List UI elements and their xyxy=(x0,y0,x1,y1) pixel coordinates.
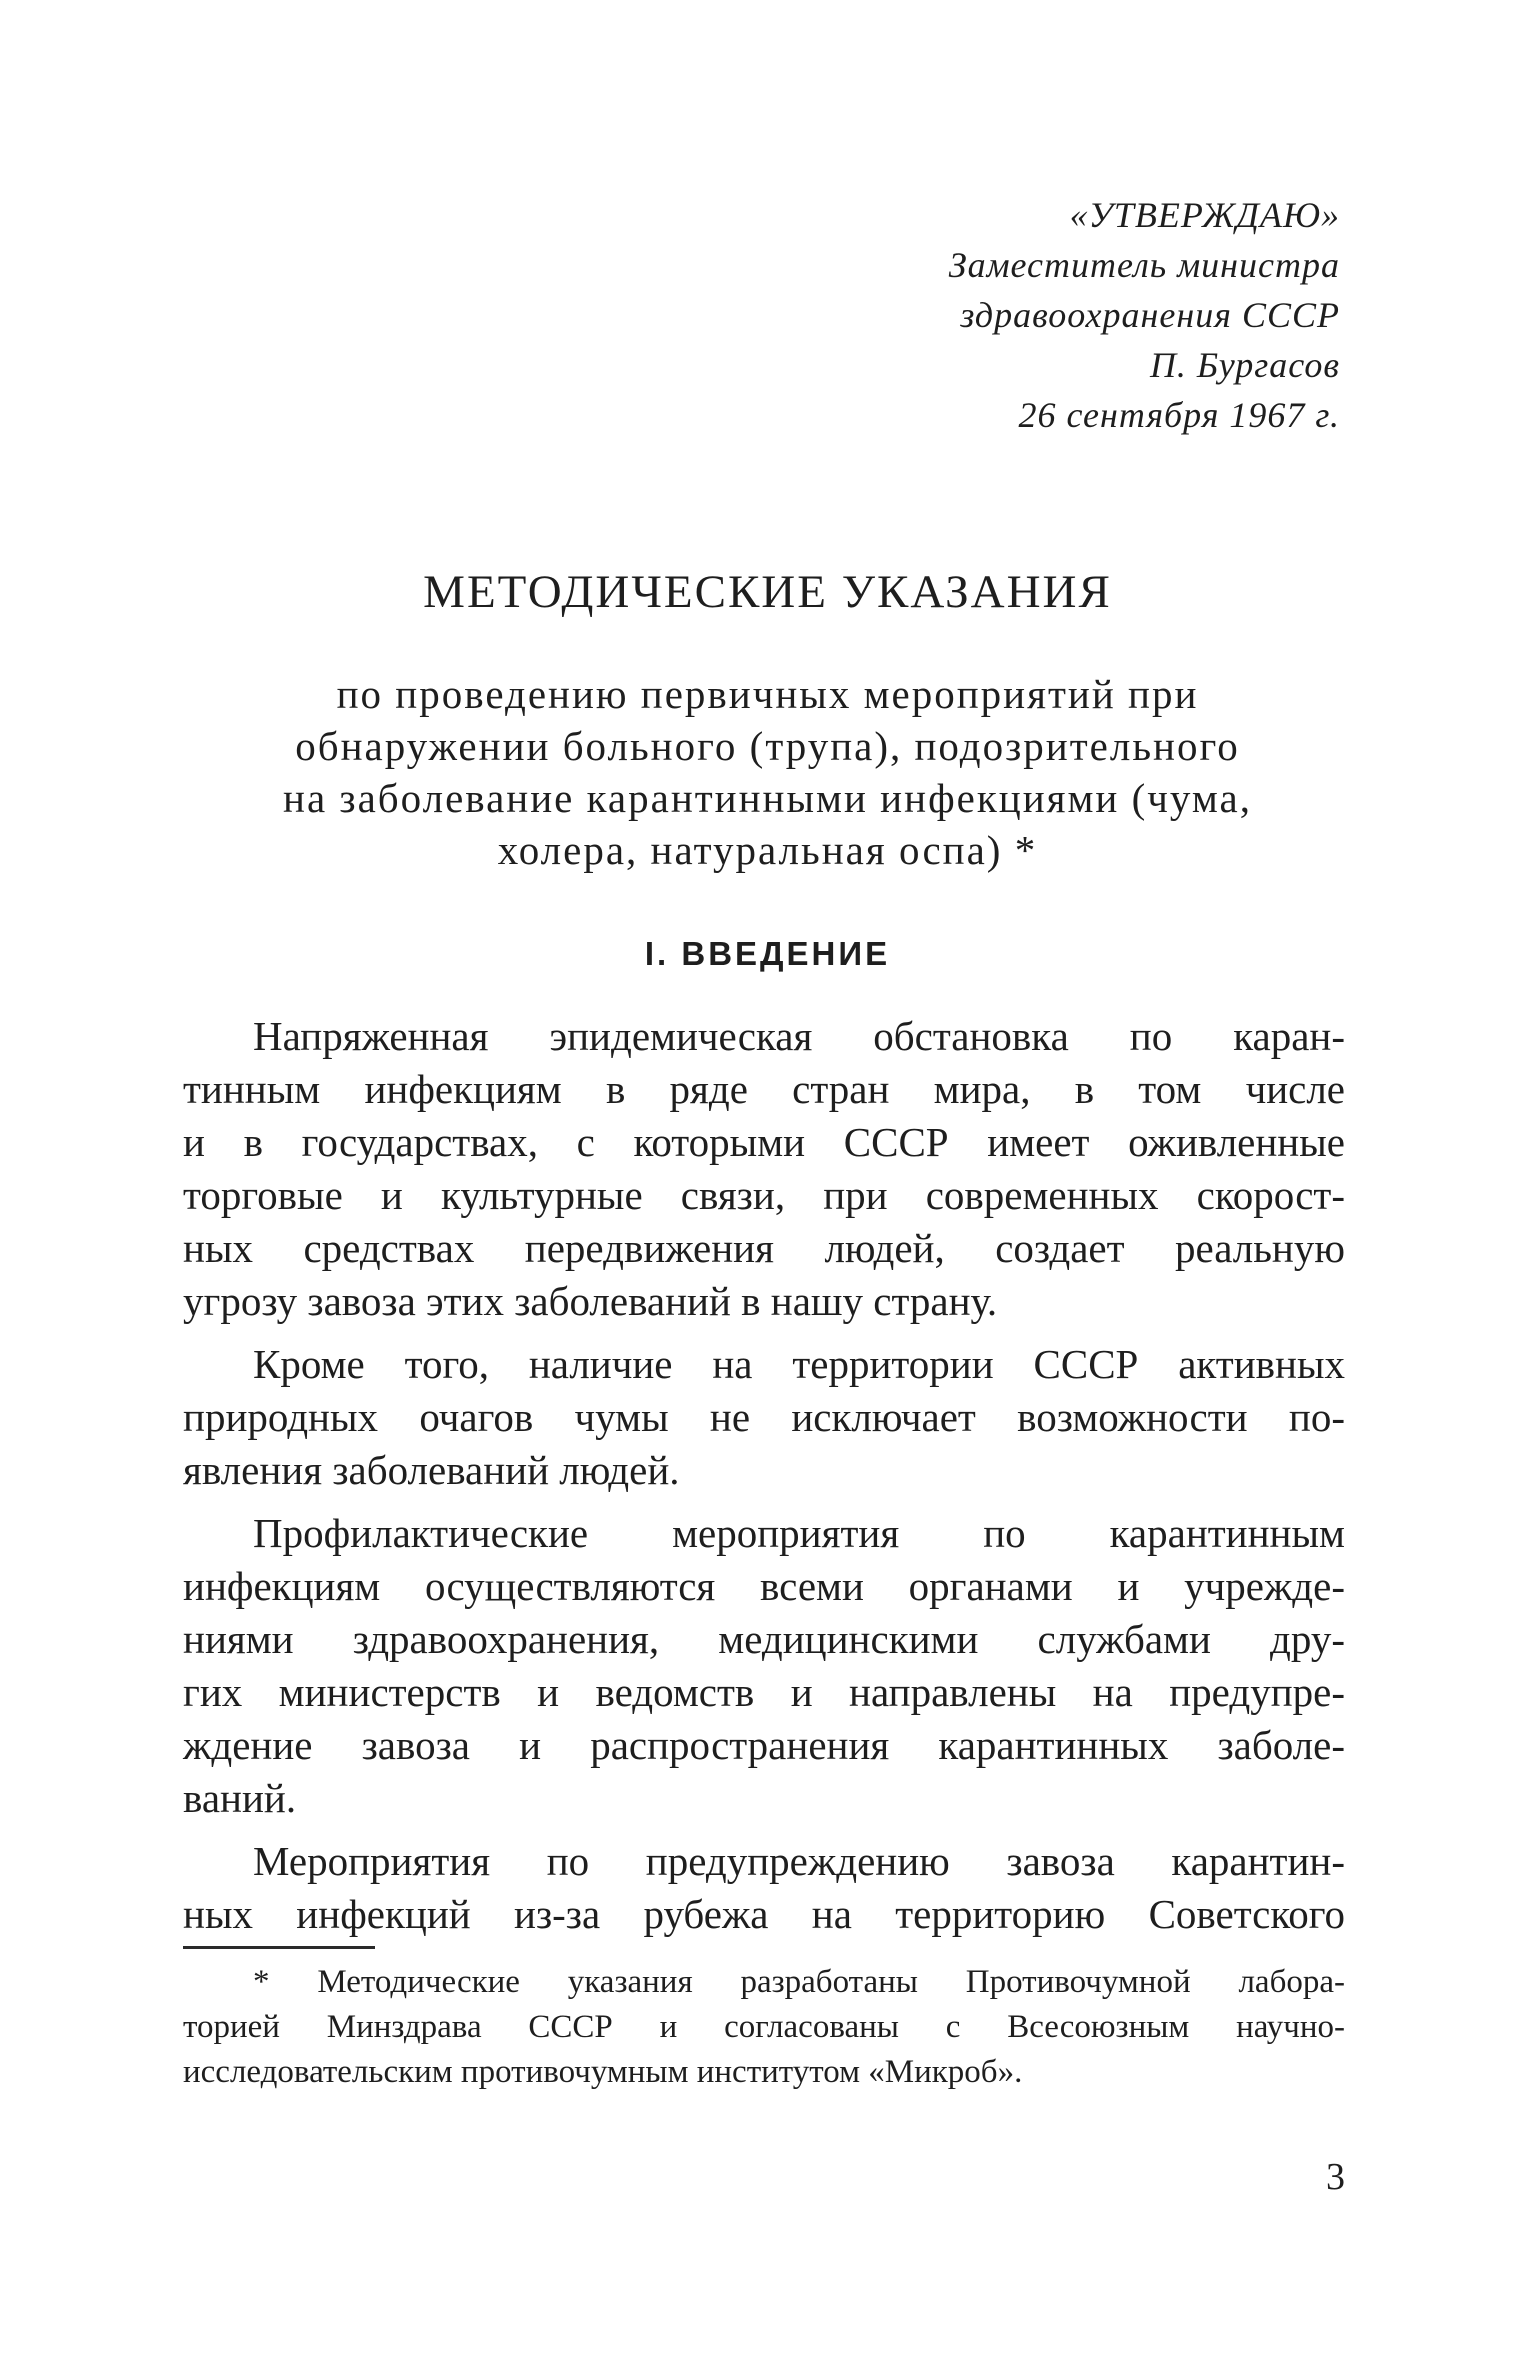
document-title: МЕТОДИЧЕСКИЕ УКАЗАНИЯ xyxy=(423,566,1112,618)
text-line: ных инфекций из-за рубежа на территорию Советского xyxy=(183,1891,1345,1937)
text-line: явления заболеваний людей. xyxy=(183,1447,680,1493)
approval-ministry: здравоохранения СССР xyxy=(960,295,1340,335)
approval-heading: «УТВЕРЖДАЮ» xyxy=(1069,195,1340,235)
text-line: Кроме того, наличие на территории СССР активных xyxy=(253,1341,1345,1387)
subtitle-line: на заболевание карантинными инфекциями (чума, xyxy=(283,775,1252,821)
approval-signatory: П. Бургасов xyxy=(1149,345,1340,385)
text-line: торговые и культурные связи, при современных скорост- xyxy=(183,1172,1345,1218)
paragraph xyxy=(183,1507,1345,1825)
approval-position: Заместитель министра xyxy=(948,245,1340,285)
footnote-line: торией Минздрава СССР и согласованы с Всесоюзным научно- xyxy=(183,2009,1345,2045)
text-line: природных очагов чумы не исключает возможности по- xyxy=(183,1394,1345,1440)
body-text xyxy=(183,1010,1345,1951)
text-line: гих министерств и ведомств и направлены на предупре- xyxy=(183,1669,1345,1715)
text-line: и в государствах, с которыми СССР имеет оживленные xyxy=(183,1119,1345,1165)
text-line: Профилактические мероприятия по карантинным xyxy=(253,1510,1345,1556)
document-subtitle xyxy=(0,668,1535,876)
text-line: Мероприятия по предупреждению завоза карантин- xyxy=(253,1838,1345,1884)
approval-date: 26 сентября 1967 г. xyxy=(1018,395,1340,435)
paragraph xyxy=(183,1835,1345,1941)
approval-block xyxy=(949,190,1340,440)
subtitle-line: по проведению первичных мероприятий при xyxy=(336,671,1199,717)
footnote-divider xyxy=(183,1946,375,1949)
footnote-line: * Методические указания разработаны Противочумной лабора- xyxy=(253,1964,1345,2000)
text-line: Напряженная эпидемическая обстановка по каран- xyxy=(253,1013,1345,1059)
subtitle-line: обнаружении больного (трупа), подозрительного xyxy=(295,723,1240,769)
text-line: инфекциям осуществляются всеми органами и учрежде- xyxy=(183,1563,1345,1609)
section-heading: I. ВВЕДЕНИЕ xyxy=(644,935,891,972)
subtitle-line: холера, натуральная оспа) * xyxy=(497,827,1038,873)
text-line: ниями здравоохранения, медицинскими службами дру- xyxy=(183,1616,1345,1662)
text-line: ждение завоза и распространения карантинных заболе- xyxy=(183,1722,1345,1768)
footnote xyxy=(183,1960,1345,2095)
page-number: 3 xyxy=(1326,2156,1345,2198)
paragraph xyxy=(183,1338,1345,1497)
text-line: угрозу завоза этих заболеваний в нашу страну. xyxy=(183,1278,998,1324)
footnote-line: исследовательским противочумным институтом «Микроб». xyxy=(183,2054,1023,2090)
text-line: ных средствах передвижения людей, создает реальную xyxy=(183,1225,1345,1271)
paragraph xyxy=(183,1010,1345,1328)
text-line: ваний. xyxy=(183,1775,297,1821)
text-line: тинным инфекциям в ряде стран мира, в том числе xyxy=(183,1066,1345,1112)
